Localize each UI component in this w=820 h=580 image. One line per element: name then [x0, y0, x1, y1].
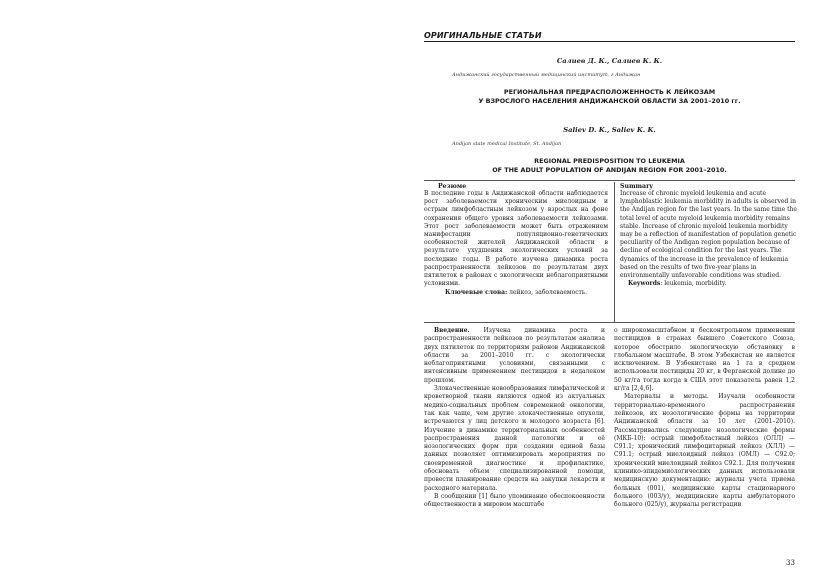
body-paragraph: Материалы и методы. Изучали особенности территориально-временного распространения лейкозов, их нозологические формы на территории Андижанской области за 10 лет (2001–2010). Рассматривались следующие нозологические формы (МКБ-10): острый лимфобластный лейкоз (ОЛЛ) — С91.1; хронический лимфоцитарный лейкоз (ХЛЛ) — С91.1; острый миелоидный лейкоз (ОМЛ) — С92.0; хронический миелоидный лейкоз С92.1. Для получения клинико-эпидемиологических данных использовали медицинскую документацию: журналы учета приема больных (001), медицинские карты стационарного больного (003/у), медицинские карты амбулаторного больного (025/у), журналы регистрации [614, 393, 795, 509]
intro-heading: Введение. [434, 327, 470, 334]
section-label: ОРИГИНАЛЬНЫЕ СТАТЬИ [424, 31, 542, 40]
affiliation-ru: Андижанский государственный медицинский институт, г Андижан [452, 72, 641, 78]
body-paragraph: В сообщении [1] было упоминание обеспокоенности общественности в мировом масштабе [424, 492, 605, 509]
keywords-en [620, 280, 797, 288]
abstract-ru [424, 183, 608, 297]
title-ru-line-2: У ВЗРОСЛОГО НАСЕЛЕНИЯ АНДИЖАНСКОЙ ОБЛАСТИ ЗА 2001–2010 гг. [478, 96, 741, 105]
title-ru-line-1: РЕГИОНАЛЬНАЯ ПРЕДРАСПОЛОЖЕННОСТЬ К ЛЕЙКОЗАМ [503, 88, 716, 96]
title-ru [424, 88, 795, 105]
abstract-ru-text: В последние годы в Андижанской области наблюдается рост заболеваемости хроническим миелоидным и острым лимфобластным лейкозом у взрослых на фоне сохранения общего уровня заболеваемости лейкозами. Этот рост заболеваемости может быть отражением манифестации популяционно-генетических особенностей жителей Андижанской области в результате ухудшения экологических условий за последние годы. В работе изучена динамика роста распространенности лейкозов по результатам двух пятилеток в районах с экологически неблагоприятными условиями. [424, 190, 608, 288]
body-column-right [614, 327, 795, 510]
page-number: 33 [786, 559, 795, 567]
keywords-ru-value: лейкоз, заболеваемость. [509, 289, 588, 297]
abstract-top-rule [424, 180, 795, 181]
authors-ru: Салиев Д. К., Салиев К. К. [556, 57, 663, 65]
title-en-line-1: REGIONAL PREDISPOSITION TO LEUKEMIA [534, 157, 685, 165]
abstract-en-text: Increase of chronic myeloid leukemia and acute lymphoblastic leukemia morbidity in adults is observed in the Andijan region for the last years. In the same time the total level of acute myeloid leukemia morbidity remains stable. Increase of chronic myeloid leukemia morbidity may be a reflection of manifestation of population genetic peculiarity of the Andigan region population because of decline of ecological condition for the last years. The dynamics of the increase in the prevalence of leukemia based on the results of two five-year plans in environmentally unfavorable conditions was studied. [620, 190, 797, 280]
authors-en: Saliev D. K., Saliev K. K. [563, 126, 656, 134]
body-paragraph [424, 327, 605, 385]
body-paragraph: о широкомасштабном и бесконтрольном применении пестицидов в странах бывшего Советского Союза, которое обострило экологическую обстановку в глобальном масштабе. В этом Узбекистан не является исключением. В Узбекистане на 1 га в среднем использовали пестициды 20 кг, в Ферганской долине до 50 кг/га тогда когда в США этот показатель равен 1,2 кг/га [2,4,6]. [614, 327, 795, 393]
keywords-en-label: Keywords [628, 280, 661, 288]
abstract-divider [614, 182, 615, 322]
keywords-en-value: : leukemia, morbidity. [660, 280, 727, 288]
keywords-ru-label: Ключевые слова: [444, 289, 508, 297]
body-paragraph: Злокачественные новообразования лимфатической и кроветворной ткани являются одной из актуальных медико-социальных проблем современной онкологии, так как чаще, чем другие злокачественные опухоли, встречаются у лиц детского и молодого возраста [6]. Изучение в динамике территориальных особенностей распространения данной патологии и её нозологических форм при создании единой базы данных позволяет оптимизировать мероприятия по своевременной диагностике и профилактике, обосновать объем специализированной помощи, провести планирование средств на закупки лекарств и расходного материала. [424, 385, 605, 492]
abstract-en [620, 183, 797, 288]
title-en [424, 157, 795, 174]
body-column-left [424, 327, 605, 510]
abstract-ru-heading: Резюме [438, 183, 467, 190]
intro-text: Изучена динамика роста и распространенности лейкозов по результатам анализа двух пятилеток по территориям районов Андижанской области за 2001–2010 гг. с экологически неблагоприятными условиями, связанными с интенсивным применением пестицидов в недалеком прошлом. [424, 327, 605, 384]
abstract-bottom-rule [424, 322, 795, 323]
title-en-line-2: OF THE ADULT POPULATION OF ANDIJAN REGION FOR 2001–2010. [492, 165, 727, 174]
abstract-en-heading: Summary [620, 183, 653, 190]
keywords-ru [424, 289, 608, 297]
affiliation-en: Andijan state medical Institute, St. Andijan [452, 141, 562, 147]
header-rule [424, 41, 795, 42]
